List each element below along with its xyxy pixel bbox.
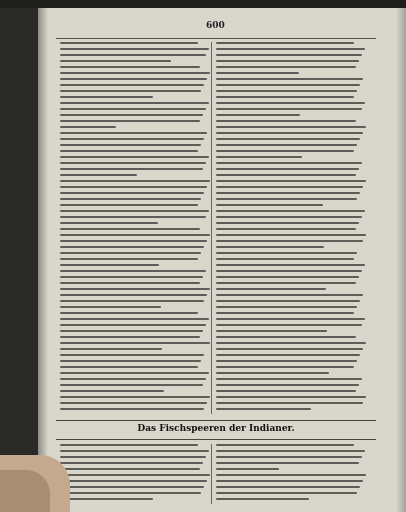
text-column-left-bottom: [60, 444, 210, 504]
text-line-placeholder: [60, 462, 203, 464]
text-line-placeholder: [60, 144, 201, 146]
text-line-placeholder: [216, 456, 362, 458]
text-line-placeholder: [216, 186, 363, 188]
text-line-placeholder: [216, 42, 354, 44]
text-line-placeholder: [60, 276, 203, 278]
text-line-placeholder: [216, 468, 279, 470]
text-line-placeholder: [60, 72, 210, 74]
text-line-placeholder: [60, 312, 198, 314]
text-line-placeholder: [60, 468, 200, 470]
text-line-placeholder: [60, 336, 200, 338]
text-line-placeholder: [216, 474, 366, 476]
text-line-placeholder: [216, 282, 356, 284]
text-line-placeholder: [216, 348, 363, 350]
text-line-placeholder: [216, 402, 363, 404]
text-line-placeholder: [216, 498, 309, 500]
text-line-placeholder: [216, 132, 363, 134]
text-line-placeholder: [216, 342, 366, 344]
text-line-placeholder: [216, 300, 360, 302]
text-line-placeholder: [216, 66, 356, 68]
text-line-placeholder: [60, 444, 198, 446]
viewer-top-bar: [0, 0, 406, 8]
text-line-placeholder: [60, 132, 207, 134]
text-line-placeholder: [216, 138, 360, 140]
text-line-placeholder: [60, 120, 200, 122]
text-line-placeholder: [216, 84, 360, 86]
text-line-placeholder: [216, 360, 357, 362]
text-line-placeholder: [216, 90, 357, 92]
text-line-placeholder: [216, 156, 302, 158]
text-line-placeholder: [60, 486, 204, 488]
text-line-placeholder: [216, 312, 354, 314]
text-line-placeholder: [60, 180, 210, 182]
text-line-placeholder: [60, 222, 158, 224]
text-line-placeholder: [216, 396, 366, 398]
page-edge-shadow: [396, 8, 406, 512]
text-line-placeholder: [60, 126, 116, 128]
text-line-placeholder: [60, 66, 200, 68]
text-line-placeholder: [216, 462, 359, 464]
text-line-placeholder: [216, 444, 354, 446]
text-line-placeholder: [216, 246, 324, 248]
text-line-placeholder: [60, 282, 200, 284]
text-line-placeholder: [60, 378, 206, 380]
text-line-placeholder: [60, 114, 203, 116]
text-line-placeholder: [216, 240, 363, 242]
text-line-placeholder: [216, 354, 360, 356]
text-line-placeholder: [60, 78, 207, 80]
text-line-placeholder: [216, 318, 365, 320]
text-line-placeholder: [216, 96, 354, 98]
text-line-placeholder: [60, 324, 206, 326]
text-column-right-bottom: [216, 444, 366, 504]
text-line-placeholder: [216, 60, 359, 62]
page-header: [56, 18, 376, 40]
text-line-placeholder: [60, 90, 201, 92]
text-line-placeholder: [216, 126, 366, 128]
text-line-placeholder: [216, 48, 365, 50]
text-line-placeholder: [216, 234, 366, 236]
text-line-placeholder: [216, 306, 357, 308]
header-rule: [56, 38, 376, 39]
text-line-placeholder: [216, 336, 356, 338]
text-line-placeholder: [216, 294, 363, 296]
text-line-placeholder: [60, 408, 204, 410]
text-line-placeholder: [60, 204, 198, 206]
text-line-placeholder: [60, 402, 207, 404]
thumb-shadow: [0, 470, 50, 512]
text-line-placeholder: [60, 186, 207, 188]
text-line-placeholder: [60, 162, 206, 164]
text-line-placeholder: [60, 474, 210, 476]
text-line-placeholder: [216, 270, 362, 272]
text-column-right: [216, 42, 366, 414]
text-line-placeholder: [216, 222, 359, 224]
text-line-placeholder: [216, 150, 354, 152]
text-line-placeholder: [216, 378, 362, 380]
text-line-placeholder: [60, 330, 203, 332]
text-line-placeholder: [60, 258, 198, 260]
text-line-placeholder: [60, 234, 210, 236]
column-divider: [211, 42, 212, 414]
text-line-placeholder: [60, 168, 203, 170]
text-line-placeholder: [216, 288, 326, 290]
text-line-placeholder: [216, 174, 356, 176]
text-line-placeholder: [216, 162, 362, 164]
text-line-placeholder: [216, 276, 359, 278]
text-line-placeholder: [60, 108, 206, 110]
text-line-placeholder: [216, 216, 362, 218]
text-line-placeholder: [216, 168, 359, 170]
text-line-placeholder: [216, 192, 360, 194]
text-line-placeholder: [60, 102, 209, 104]
text-line-placeholder: [60, 138, 204, 140]
text-line-placeholder: [60, 318, 209, 320]
text-line-placeholder: [60, 300, 204, 302]
text-line-placeholder: [60, 354, 204, 356]
text-line-placeholder: [60, 216, 206, 218]
text-line-placeholder: [216, 384, 359, 386]
text-line-placeholder: [60, 360, 201, 362]
text-line-placeholder: [216, 408, 311, 410]
text-line-placeholder: [60, 150, 198, 152]
text-line-placeholder: [216, 78, 363, 80]
text-line-placeholder: [216, 72, 299, 74]
text-line-placeholder: [60, 240, 207, 242]
text-line-placeholder: [216, 366, 354, 368]
text-line-placeholder: [60, 390, 164, 392]
text-line-placeholder: [60, 342, 210, 344]
text-line-placeholder: [60, 348, 162, 350]
text-line-placeholder: [60, 294, 207, 296]
page-number: 600: [206, 21, 225, 31]
text-line-placeholder: [60, 372, 209, 374]
text-line-placeholder: [216, 252, 357, 254]
text-line-placeholder: [60, 228, 200, 230]
text-line-placeholder: [60, 480, 207, 482]
text-line-placeholder: [60, 210, 209, 212]
text-line-placeholder: [216, 54, 362, 56]
text-line-placeholder: [216, 486, 360, 488]
text-line-placeholder: [216, 228, 356, 230]
text-line-placeholder: [216, 198, 357, 200]
text-line-placeholder: [216, 108, 362, 110]
text-line-placeholder: [60, 198, 201, 200]
text-line-placeholder: [216, 180, 366, 182]
gutter-shadow: [38, 8, 48, 512]
text-line-placeholder: [60, 84, 204, 86]
text-line-placeholder: [60, 450, 209, 452]
text-line-placeholder: [60, 192, 204, 194]
text-line-placeholder: [216, 264, 365, 266]
text-line-placeholder: [216, 102, 365, 104]
text-line-placeholder: [60, 156, 209, 158]
text-line-placeholder: [60, 246, 204, 248]
text-line-placeholder: [216, 492, 357, 494]
text-line-placeholder: [216, 114, 300, 116]
text-line-placeholder: [216, 144, 357, 146]
text-line-placeholder: [60, 498, 153, 500]
text-line-placeholder: [60, 384, 203, 386]
text-line-placeholder: [60, 48, 209, 50]
text-line-placeholder: [60, 96, 153, 98]
text-line-placeholder: [60, 396, 210, 398]
text-line-placeholder: [216, 372, 329, 374]
text-line-placeholder: [60, 42, 198, 44]
scanned-page: [38, 8, 406, 512]
section-heading: Das Fischspeeren der Indianer.: [137, 424, 295, 434]
text-line-placeholder: [216, 210, 365, 212]
text-line-placeholder: [216, 258, 354, 260]
column-divider-bottom: [211, 444, 212, 504]
text-line-placeholder: [216, 390, 356, 392]
text-line-placeholder: [216, 324, 362, 326]
text-line-placeholder: [216, 120, 356, 122]
section-heading-band: [56, 420, 376, 440]
text-line-placeholder: [60, 60, 171, 62]
text-line-placeholder: [60, 492, 201, 494]
text-line-placeholder: [60, 456, 206, 458]
text-line-placeholder: [60, 306, 161, 308]
text-line-placeholder: [216, 204, 323, 206]
text-line-placeholder: [60, 270, 206, 272]
text-column-left: [60, 42, 210, 414]
text-line-placeholder: [216, 450, 365, 452]
text-line-placeholder: [60, 264, 159, 266]
text-line-placeholder: [216, 330, 327, 332]
text-line-placeholder: [216, 480, 363, 482]
text-line-placeholder: [60, 288, 210, 290]
text-line-placeholder: [60, 366, 198, 368]
text-line-placeholder: [60, 174, 137, 176]
text-line-placeholder: [60, 252, 201, 254]
text-line-placeholder: [60, 54, 206, 56]
